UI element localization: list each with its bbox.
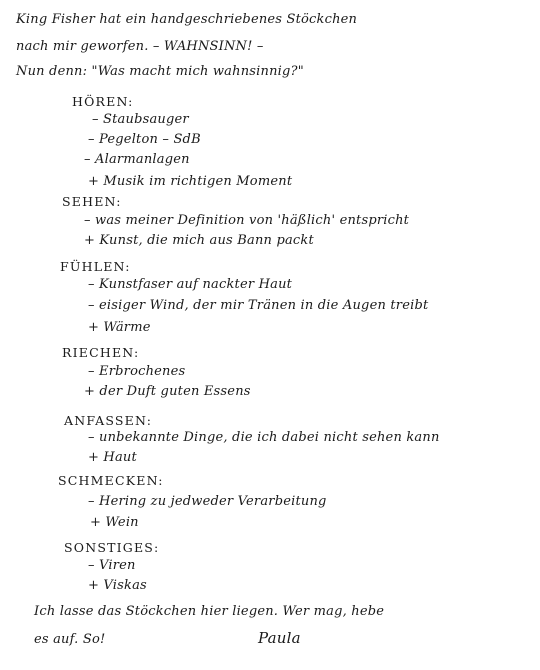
signature: Paula — [258, 629, 301, 647]
section-item: + Viskas — [88, 578, 147, 593]
section-heading-fuehlen: FÜHLEN: — [60, 259, 131, 274]
section-item: + Wein — [90, 515, 139, 530]
section-item: – eisiger Wind, der mir Tränen in die Augen treibt — [88, 298, 429, 313]
closing-line-1: Ich lasse das Stöckchen hier liegen. Wer mag, hebe — [34, 604, 385, 619]
section-heading-schmecken: SCHMECKEN: — [58, 473, 164, 488]
section-item: – Kunstfaser auf nackter Haut — [88, 277, 293, 292]
intro-line-1: King Fisher hat ein handgeschriebenes Stöckchen — [16, 12, 358, 27]
section-item: – was meiner Definition von 'häßlich' entspricht — [84, 213, 410, 228]
section-item: – Alarmanlagen — [84, 152, 190, 167]
section-item: – Staubsauger — [92, 112, 189, 127]
section-item: + Wärme — [88, 320, 151, 335]
closing-line-2: es auf. So! — [34, 632, 106, 647]
section-heading-riechen: RIECHEN: — [62, 345, 140, 360]
section-item: + der Duft guten Essens — [84, 384, 251, 399]
section-heading-anfassen: ANFASSEN: — [64, 413, 153, 428]
section-heading-sonstiges: SONSTIGES: — [64, 540, 160, 555]
section-item: + Kunst, die mich aus Bann packt — [84, 233, 314, 248]
section-item: – Erbrochenes — [88, 364, 186, 379]
section-heading-sehen: SEHEN: — [62, 194, 122, 209]
section-item: – Hering zu jedweder Verarbeitung — [88, 494, 327, 509]
intro-line-2: nach mir geworfen. – WAHNSINN! – — [16, 39, 264, 54]
section-item: + Musik im richtigen Moment — [88, 174, 293, 189]
section-item: – Viren — [88, 558, 136, 573]
section-item: – Pegelton – SdB — [88, 132, 201, 147]
section-item: – unbekannte Dinge, die ich dabei nicht sehen kann — [88, 430, 440, 445]
intro-line-3: Nun denn: "Was macht mich wahnsinnig?" — [16, 64, 304, 79]
section-item: + Haut — [88, 450, 137, 465]
section-heading-hoeren: HÖREN: — [72, 94, 134, 109]
